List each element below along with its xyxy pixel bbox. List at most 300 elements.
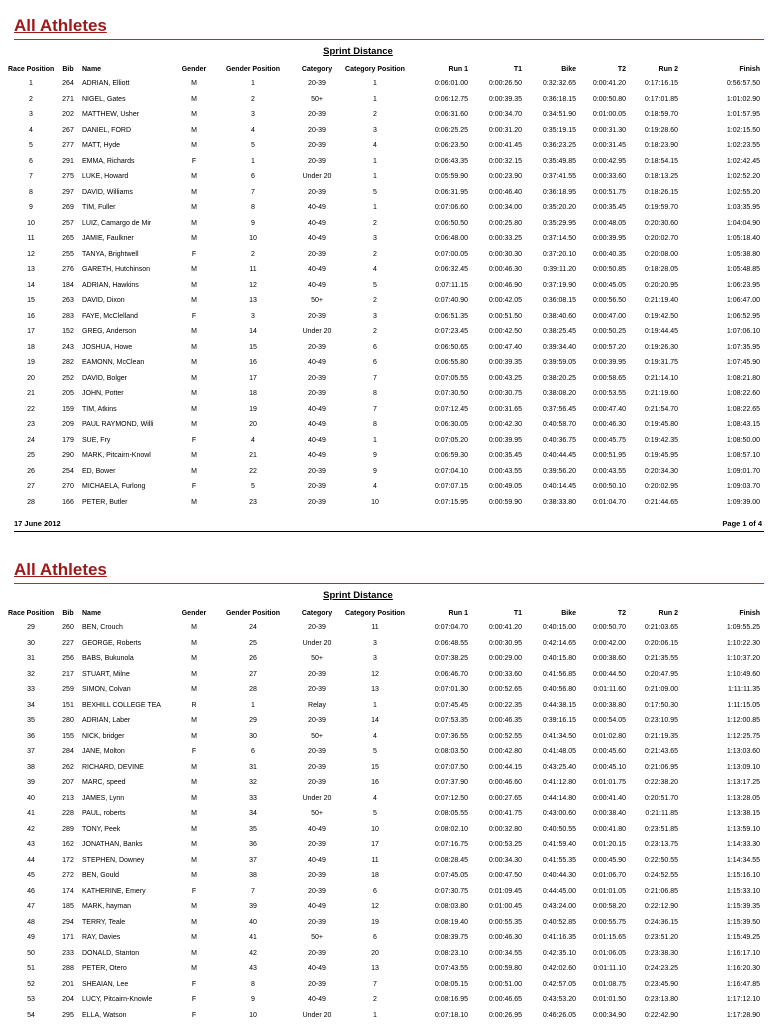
gender-cell: F: [191, 483, 197, 490]
run-2-cell: 0:22:38.20: [644, 779, 678, 786]
table-row: [8, 216, 760, 232]
gender-cell: F: [191, 887, 197, 895]
bib-cell: 288: [62, 965, 74, 972]
t2-cell: 0:01:01.05: [592, 887, 626, 895]
category-cell: 40-49: [308, 281, 326, 289]
bike-cell: 0:41:48.05: [542, 748, 576, 755]
gender-position-cell: 38: [249, 872, 257, 879]
run-2-cell: 0:22:12.90: [644, 903, 678, 910]
gender-position-cell: 9: [251, 996, 255, 1003]
run-1-cell: 0:07:01.30: [434, 686, 468, 693]
gender-position-cell: 8: [251, 980, 255, 988]
bib-cell: 152: [62, 328, 74, 335]
gender-cell: M: [191, 794, 197, 802]
bike-cell: 0:43:00.60: [542, 810, 576, 817]
table-row: [8, 930, 760, 946]
category-cell: 20-39: [308, 390, 326, 397]
t1-cell: 0:00:43.55: [488, 467, 522, 475]
run-1-cell: 0:07:11.15: [435, 281, 468, 289]
gender-position-cell: 4: [251, 126, 255, 134]
bike-cell: 0:41:34.50: [542, 732, 576, 740]
bike-cell: 0:42:14.65: [542, 639, 576, 647]
name-cell: LUKE, Howard: [82, 173, 129, 180]
footer-page-number: Page 1 of 4: [722, 519, 762, 528]
bib-cell: 184: [62, 281, 74, 289]
bike-cell: 0:34:51.90: [542, 111, 576, 118]
gender-position-cell: 43: [249, 965, 257, 972]
t1-cell: 0:00:46.60: [488, 779, 522, 786]
category-position-cell: 6: [373, 887, 377, 895]
category-cell: 40-49: [308, 825, 326, 833]
t2-cell: 0:01:11.60: [593, 686, 626, 693]
t2-cell: 0:00:50.25: [592, 328, 626, 335]
finish-cell: 1:06:23.95: [726, 281, 760, 289]
table-row: [8, 961, 760, 977]
run-1-cell: 0:07:30.75: [434, 887, 468, 895]
t1-cell: 0:00:30.75: [488, 390, 522, 397]
table-row: [8, 760, 760, 776]
category-cell: 50+: [311, 297, 323, 304]
bike-cell: 0:40:58.70: [542, 421, 576, 428]
finish-cell: 1:12:25.75: [726, 732, 760, 740]
table-row: [8, 899, 760, 915]
category-cell: Relay: [308, 701, 326, 709]
run-2-cell: 0:23:10.95: [644, 717, 678, 724]
gender-cell: M: [191, 281, 197, 289]
gender-position-cell: 1: [251, 701, 255, 709]
gender-cell: M: [191, 965, 197, 972]
name-cell: PETER, Otero: [82, 965, 127, 972]
gender-position-cell: 2: [251, 95, 255, 103]
gender-position-cell: 40: [249, 918, 257, 926]
finish-cell: 1:05:18.40: [726, 235, 760, 242]
run-1-cell: 0:05:59.90: [434, 173, 468, 180]
gender-position-cell: 33: [249, 794, 257, 802]
race-position-cell: 6: [29, 157, 33, 165]
gender-position-cell: 37: [249, 856, 257, 864]
run-1-cell: 0:07:07.50: [434, 763, 468, 771]
race-position-cell: 50: [27, 949, 35, 957]
category-position-cell: 4: [373, 794, 377, 802]
t2-cell: 0:00:45.05: [592, 281, 626, 289]
category-cell: Under 20: [302, 794, 332, 802]
t2-cell: 0:01:04.70: [592, 498, 626, 506]
category-position-cell: 18: [371, 872, 379, 879]
run-2-cell: 0:23:51.85: [644, 825, 678, 833]
name-cell: ELLA, Watson: [82, 1011, 127, 1019]
run-1-cell: 0:06:23.50: [434, 142, 468, 149]
t1-cell: 0:00:42.05: [488, 297, 522, 304]
bike-cell: 0:38:33.80: [542, 498, 576, 506]
finish-cell: 1:13:03.60: [726, 748, 760, 755]
race-position-cell: 16: [27, 312, 35, 320]
t2-cell: 0:00:33.60: [592, 173, 626, 180]
finish-cell: 1:09:03.70: [726, 483, 760, 490]
table-row: [8, 448, 760, 464]
gender-position-cell: 6: [251, 173, 255, 180]
table-row: [8, 946, 760, 962]
bib-cell: 155: [62, 732, 74, 740]
t1-cell: 0:01:09.45: [488, 887, 522, 895]
gender-cell: M: [191, 390, 197, 397]
race-position-cell: 44: [27, 856, 35, 864]
table-row: [8, 713, 760, 729]
distance-subtitle: Sprint Distance: [323, 46, 393, 57]
gender-position-cell: 4: [251, 436, 255, 444]
gender-cell: M: [191, 204, 197, 211]
race-position-cell: 53: [27, 996, 35, 1003]
t1-cell: 0:00:34.70: [488, 111, 522, 118]
t2-cell: 0:00:45.75: [592, 436, 626, 444]
name-cell: SHEAIAN, Lee: [82, 980, 129, 988]
finish-cell: 1:15:49.25: [726, 934, 760, 941]
race-position-cell: 38: [27, 763, 35, 771]
column-header-t1: T1: [513, 610, 522, 617]
table-row: [8, 278, 760, 294]
page-title: All Athletes: [14, 16, 107, 35]
bike-cell: 0:40:52.85: [542, 918, 576, 926]
name-cell: EMMA, Richards: [82, 157, 135, 165]
name-cell: TERRY, Teale: [82, 918, 126, 926]
bib-cell: 185: [62, 903, 74, 910]
table-row: [8, 169, 760, 185]
category-position-cell: 17: [371, 841, 379, 848]
finish-cell: 1:11:15.05: [727, 701, 760, 709]
t1-cell: 0:00:30.30: [488, 250, 522, 258]
category-cell: 20-39: [308, 624, 326, 631]
run-1-cell: 0:07:07.15: [434, 483, 468, 490]
gender-cell: F: [191, 436, 197, 444]
t1-cell: 0:00:43.25: [488, 374, 522, 382]
category-cell: 20-39: [308, 763, 326, 771]
gender-cell: M: [191, 328, 197, 335]
footer-date: 17 June 2012: [14, 519, 61, 528]
category-cell: 40-49: [308, 856, 326, 864]
category-position-cell: 3: [373, 655, 377, 662]
bib-cell: 227: [62, 639, 74, 647]
table-row: [8, 247, 760, 263]
gender-cell: M: [191, 126, 197, 134]
category-position-cell: 12: [371, 903, 379, 910]
bib-cell: 204: [62, 996, 74, 1003]
gender-cell: F: [191, 748, 197, 755]
t1-cell: 0:00:25.80: [488, 219, 522, 227]
t1-cell: 0:00:51.00: [488, 980, 522, 988]
name-cell: TONY, Peek: [82, 825, 121, 833]
finish-cell: 1:05:48.85: [726, 266, 760, 273]
t1-cell: 0:00:59.80: [488, 965, 522, 972]
category-cell: 50+: [311, 95, 323, 103]
column-header-gender: Gender: [181, 610, 207, 617]
race-position-cell: 17: [27, 328, 35, 335]
bike-cell: 0:39:11.20: [543, 266, 576, 273]
run-1-cell: 0:07:40.90: [434, 297, 468, 304]
bib-cell: 280: [62, 717, 74, 724]
name-cell: TIM, Atkins: [82, 405, 117, 413]
category-cell: 20-39: [308, 80, 326, 87]
category-position-cell: 1: [373, 1011, 377, 1019]
table-row: [8, 744, 760, 760]
race-position-cell: 37: [27, 748, 35, 755]
t1-cell: 0:00:47.50: [488, 872, 522, 879]
finish-cell: 1:08:22.65: [726, 405, 760, 413]
category-cell: Under 20: [302, 173, 332, 180]
gender-cell: M: [191, 111, 197, 118]
table-row: [8, 495, 760, 511]
t2-cell: 0:00:51.75: [592, 188, 626, 196]
category-cell: 20-39: [308, 188, 326, 196]
t1-cell: 0:00:27.65: [488, 794, 522, 802]
race-position-cell: 29: [27, 624, 35, 631]
race-position-cell: 54: [27, 1011, 35, 1019]
gender-cell: M: [191, 219, 197, 227]
bike-cell: 0:36:08.15: [542, 297, 576, 304]
t1-cell: 0:00:39.35: [488, 95, 522, 103]
run-2-cell: 0:20:47.95: [644, 670, 678, 678]
name-cell: DANIEL, FORD: [82, 126, 132, 134]
bib-cell: 162: [62, 841, 74, 848]
run-2-cell: 0:21:09.00: [644, 686, 678, 693]
column-header-bib: Bib: [62, 66, 74, 73]
category-cell: 20-39: [308, 748, 326, 755]
name-cell: MICHAELA, Furlong: [82, 483, 146, 490]
race-position-cell: 35: [27, 717, 35, 724]
gender-cell: M: [191, 142, 197, 149]
column-header-gender-position: Gender Position: [225, 66, 281, 73]
bike-cell: 0:41:55.35: [542, 856, 576, 864]
t1-cell: 0:00:29.00: [488, 655, 522, 662]
bike-cell: 0:42:35.10: [542, 949, 576, 957]
run-2-cell: 0:22:50.55: [644, 856, 678, 864]
gender-position-cell: 39: [249, 903, 257, 910]
run-1-cell: 0:06:50.50: [434, 219, 468, 227]
category-position-cell: 14: [371, 717, 379, 724]
category-position-cell: 1: [373, 157, 377, 165]
run-2-cell: 0:21:06.85: [644, 887, 678, 895]
gender-cell: M: [191, 80, 197, 87]
bib-cell: 255: [62, 250, 74, 258]
t1-cell: 0:00:39.35: [488, 359, 522, 366]
run-1-cell: 0:08:19.40: [434, 918, 468, 926]
bib-cell: 159: [62, 405, 74, 413]
t1-cell: 0:00:41.45: [488, 142, 522, 149]
bike-cell: 0:41:56.85: [542, 670, 576, 678]
run-2-cell: 0:21:06.95: [644, 763, 678, 771]
bike-cell: 0:42:02.60: [542, 965, 576, 972]
category-position-cell: 5: [373, 281, 377, 289]
column-header-category-position: Category Position: [345, 66, 405, 73]
gender-cell: M: [191, 405, 197, 413]
name-cell: FAYE, McClelland: [82, 312, 138, 320]
name-cell: RICHARD, DEVINE: [82, 763, 144, 771]
bike-cell: 0:38:08.20: [542, 390, 576, 397]
run-1-cell: 0:08:16.95: [434, 996, 468, 1003]
t2-cell: 0:00:57.20: [592, 343, 626, 351]
run-1-cell: 0:08:23.10: [434, 949, 468, 957]
name-cell: JAMES, Lynn: [82, 794, 125, 802]
column-header-run-2: Run 2: [658, 610, 678, 617]
gender-position-cell: 26: [249, 655, 257, 662]
t1-cell: 0:00:41.20: [488, 624, 522, 631]
category-cell: 20-39: [308, 872, 326, 879]
category-cell: 40-49: [308, 204, 326, 211]
gender-position-cell: 10: [249, 1011, 257, 1019]
race-position-cell: 18: [27, 343, 35, 351]
title-rule: [14, 583, 764, 584]
run-1-cell: 0:06:48.55: [434, 639, 468, 647]
table-row: [8, 479, 760, 495]
results-table: [8, 63, 760, 510]
bike-cell: 0:35:29.95: [542, 219, 576, 227]
t1-cell: 0:00:46.35: [488, 717, 522, 724]
run-2-cell: 0:21:54.70: [644, 405, 678, 413]
finish-cell: 1:03:35.95: [726, 204, 760, 211]
bib-cell: 179: [62, 436, 74, 444]
run-1-cell: 0:07:15.95: [434, 498, 468, 506]
run-2-cell: 0:23:13.75: [644, 841, 678, 848]
category-position-cell: 7: [373, 980, 377, 988]
table-row: [8, 729, 760, 745]
t1-cell: 0:00:46.65: [488, 996, 522, 1003]
gender-cell: M: [191, 841, 197, 848]
run-2-cell: 0:21:03.65: [644, 624, 678, 631]
gender-cell: M: [191, 297, 197, 304]
finish-cell: 1:07:45.90: [726, 359, 760, 366]
category-position-cell: 1: [373, 436, 377, 444]
run-2-cell: 0:20:06.15: [644, 639, 678, 647]
category-position-cell: 2: [373, 219, 377, 227]
run-2-cell: 0:20:02.70: [644, 235, 678, 242]
run-2-cell: 0:18:13.25: [644, 173, 678, 180]
gender-position-cell: 32: [249, 779, 257, 786]
category-position-cell: 4: [373, 483, 377, 490]
t1-cell: 0:00:42.30: [488, 421, 522, 428]
category-position-cell: 3: [373, 312, 377, 320]
bike-cell: 0:40:44.30: [542, 872, 576, 879]
t2-cell: 0:00:50.85: [592, 266, 626, 273]
run-2-cell: 0:21:19.40: [644, 297, 678, 304]
name-cell: SUE, Fry: [82, 436, 111, 444]
run-1-cell: 0:07:04.70: [434, 624, 468, 631]
t2-cell: 0:01:06.70: [592, 872, 626, 879]
name-cell: JOSHUA, Howe: [82, 343, 133, 351]
t1-cell: 0:00:26.95: [488, 1011, 522, 1019]
gender-cell: F: [191, 980, 197, 988]
bib-cell: 291: [62, 157, 74, 165]
run-2-cell: 0:23:13.80: [644, 996, 678, 1003]
run-1-cell: 0:06:32.45: [434, 266, 468, 273]
bike-cell: 0:39:34.40: [542, 343, 576, 351]
gender-cell: F: [191, 1011, 197, 1019]
run-2-cell: 0:20:20.95: [644, 281, 678, 289]
race-position-cell: 26: [27, 467, 35, 475]
race-position-cell: 14: [27, 281, 35, 289]
gender-position-cell: 16: [249, 359, 257, 366]
run-2-cell: 0:21:14.10: [644, 374, 678, 382]
t2-cell: 0:00:31.45: [592, 142, 626, 149]
run-2-cell: 0:20:02.95: [644, 483, 678, 490]
finish-cell: 1:02:42.45: [726, 157, 760, 165]
race-position-cell: 5: [29, 142, 33, 149]
run-1-cell: 0:07:04.10: [434, 467, 468, 475]
race-position-cell: 19: [27, 359, 35, 366]
category-cell: 20-39: [308, 483, 326, 490]
finish-cell: 1:08:22.60: [726, 390, 760, 397]
table-row: [8, 667, 760, 683]
gender-cell: M: [191, 856, 197, 864]
gender-position-cell: 1: [251, 80, 255, 87]
t2-cell: 0:00:50.80: [592, 95, 626, 103]
t2-cell: 0:00:46.30: [592, 421, 626, 428]
name-cell: ADRIAN, Hawkins: [82, 281, 139, 289]
gender-position-cell: 6: [251, 748, 255, 755]
category-position-cell: 1: [373, 701, 377, 709]
category-position-cell: 4: [373, 732, 377, 740]
race-position-cell: 9: [29, 204, 33, 211]
t1-cell: 0:00:53.25: [488, 841, 522, 848]
gender-cell: F: [191, 157, 197, 165]
category-position-cell: 20: [371, 949, 379, 957]
run-1-cell: 0:06:43.35: [434, 157, 468, 165]
column-header-category-position: Category Position: [345, 610, 405, 617]
table-row: [8, 293, 760, 309]
t2-cell: 0:00:47.40: [592, 405, 626, 413]
finish-cell: 1:12:00.85: [726, 717, 760, 724]
bike-cell: 0:40:15.00: [542, 624, 576, 631]
bike-cell: 0:43:24.00: [542, 903, 576, 910]
t2-cell: 0:00:51.95: [592, 452, 626, 459]
finish-cell: 1:16:17.10: [726, 949, 760, 957]
race-position-cell: 20: [27, 374, 35, 382]
run-1-cell: 0:06:55.80: [434, 359, 468, 366]
bib-cell: 277: [62, 142, 74, 149]
run-1-cell: 0:07:43.55: [434, 965, 468, 972]
bib-cell: 272: [62, 872, 74, 879]
category-cell: Under 20: [302, 328, 332, 335]
finish-cell: 1:15:39.50: [726, 918, 760, 926]
bib-cell: 270: [62, 483, 74, 490]
bike-cell: 0:35:19.15: [542, 126, 576, 134]
category-cell: 40-49: [308, 235, 326, 242]
column-header-run-2: Run 2: [658, 66, 678, 73]
t2-cell: 0:01:01.50: [592, 996, 626, 1003]
run-1-cell: 0:07:45.45: [434, 701, 468, 709]
gender-position-cell: 27: [249, 670, 257, 678]
name-cell: BEXHILL COLLEGE TEA: [82, 701, 161, 709]
table-row: [8, 636, 760, 652]
gender-position-cell: 42: [249, 949, 257, 957]
table-row: [8, 775, 760, 791]
table-row: [8, 324, 760, 340]
finish-cell: 1:10:22.30: [726, 639, 760, 647]
race-position-cell: 28: [27, 498, 35, 506]
run-2-cell: 0:20:34.30: [644, 467, 678, 475]
bike-cell: 0:44:45.00: [542, 887, 576, 895]
finish-cell: 1:13:17.25: [726, 779, 760, 786]
t1-cell: 0:00:33.60: [488, 670, 522, 678]
name-cell: MARK, hayman: [82, 903, 132, 910]
table-row: [8, 682, 760, 698]
t1-cell: 0:00:44.15: [488, 763, 522, 771]
name-cell: JOHN, Potter: [82, 390, 124, 397]
category-cell: 20-39: [308, 312, 326, 320]
name-cell: JAMIE, Faulkner: [82, 235, 134, 242]
title-rule: [14, 39, 764, 40]
category-position-cell: 2: [373, 996, 377, 1003]
t1-cell: 0:00:41.75: [488, 810, 522, 817]
table-row: [8, 433, 760, 449]
t2-cell: 0:01:00.05: [592, 111, 626, 118]
